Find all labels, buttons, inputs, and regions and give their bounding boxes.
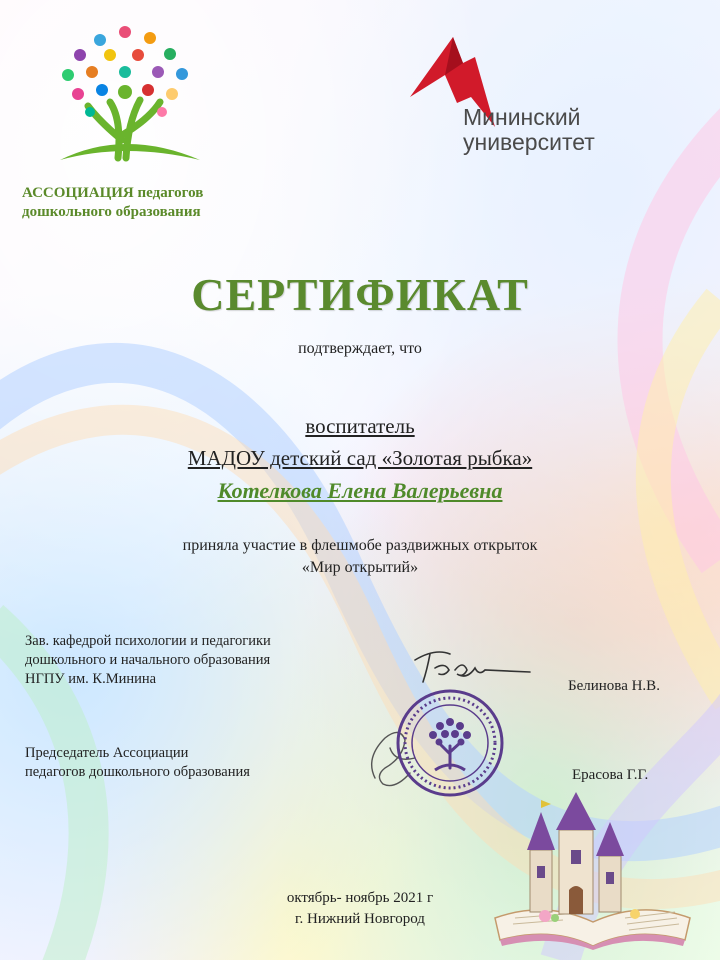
signatory-1-name: Белинова Н.В.: [568, 678, 660, 694]
signatory-2-name: Ерасова Г.Г.: [572, 767, 649, 783]
signatory-1-title-line2: дошкольного и начального образования: [25, 652, 271, 668]
signatory-1-title: [25, 632, 365, 689]
confirms-text: подтверждает, что: [298, 340, 422, 357]
certificate-title: СЕРТИФИКАТ: [191, 269, 529, 320]
certificate-date: октябрь- ноябрь 2021 г: [286, 890, 434, 906]
recipient-name: [0, 478, 720, 504]
university-name-line2: университет: [463, 129, 595, 155]
castle-book-decoration-icon: [485, 790, 700, 950]
signature-1-icon: [405, 640, 535, 690]
participation-text: [0, 535, 720, 579]
signatory-2-title-line2: педагогов дошкольного образования: [25, 764, 250, 780]
association-name: [22, 184, 282, 222]
recipient-organization: [0, 446, 720, 471]
recipient-name-text: Котелкова Елена Валерьевна: [217, 478, 503, 503]
recipient-position: [0, 414, 720, 439]
participation-line2: «Мир открытий»: [301, 559, 419, 576]
signatory-2-title-line1: Председатель Ассоциации: [25, 745, 189, 761]
signatory-1-title-line1: Зав. кафедрой психологии и педагогики: [25, 633, 271, 649]
participation-line1: приняла участие в флешмобе раздвижных открыток: [182, 537, 538, 554]
association-name-line2: дошкольного образования: [22, 204, 201, 220]
recipient-organization-text: МАДОУ детский сад «Золотая рыбка»: [187, 446, 533, 470]
signatory-2-title: [25, 744, 365, 782]
association-stamp-icon: [395, 688, 505, 798]
association-tree-logo: [40, 10, 210, 170]
association-name-line1: АССОЦИАЦИЯ педагогов: [22, 185, 204, 201]
recipient-position-text: воспитатель: [305, 414, 415, 438]
signatory-1-title-line3: НГПУ им. К.Минина: [25, 671, 157, 687]
certificate-place: г. Нижний Новгород: [295, 911, 425, 927]
university-name-line1: Мининский: [463, 104, 581, 130]
minin-university-name: [463, 105, 663, 155]
